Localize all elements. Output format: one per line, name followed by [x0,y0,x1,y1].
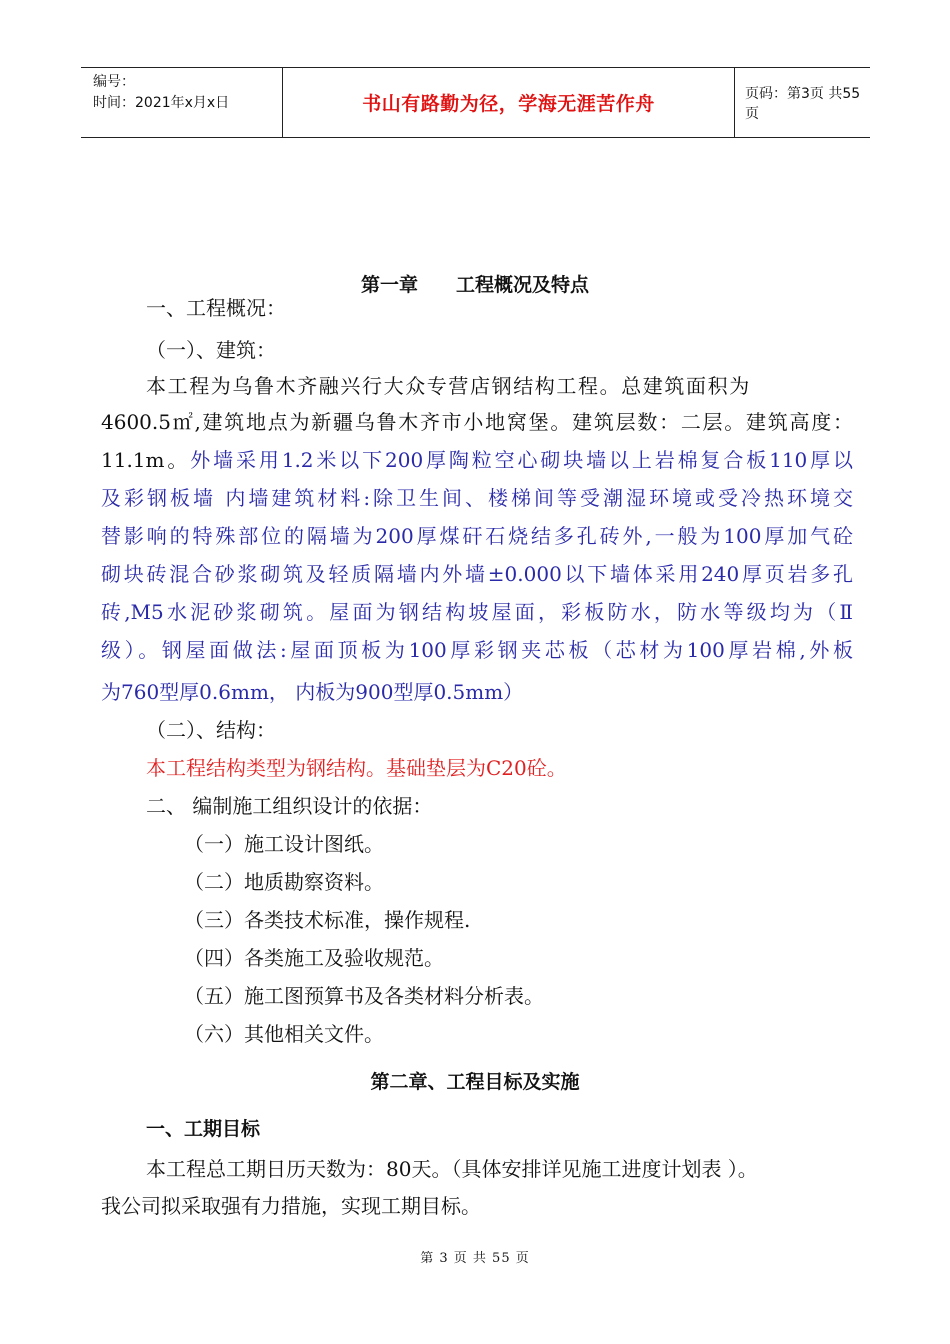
chapter2-title: 第二章、工程目标及实施 [370,1071,580,1093]
paragraph-line-5: 替影响的特殊部位的隔墙为200厚煤矸石烧结多孔砖外,一般为100厚加气砼 [101,524,853,548]
section-overview-heading: 一、工程概况： [146,296,286,320]
time-label: 时间：2021年x月x日 [93,95,230,111]
basis-item: （五）施工图预算书及各类材料分析表。 [184,984,544,1008]
header-motto: 书山有路勤为径，学海无涯苦作舟 [282,68,735,137]
wall-text: 外墙采用1.2米以下200厚陶粒空心砌块墙以上岩棉复合板110厚以 [190,448,854,472]
schedule-goal-heading: 一、工期目标 [146,1118,261,1140]
basis-item: （四）各类施工及验收规范。 [184,946,444,970]
paragraph-line-1: 本工程为乌鲁木齐融兴行大众专营店钢结构工程。总建筑面积为 [146,374,751,398]
basis-item: （三）各类技术标准，操作规程. [184,908,471,932]
height-value: 11.1m。 [101,448,191,472]
paragraph-line-8: 级）。钢屋面做法:屋面顶板为100厚彩钢夹芯板（芯材为100厚岩棉,外板 [101,638,853,662]
structure-paragraph: 本工程结构类型为钢结构。基础垫层为C20砼。 [146,756,567,780]
subsection-architecture: （一）、建筑： [146,338,276,362]
schedule-paragraph-1: 本工程总工期日历天数为：80天。（具体安排详见施工进度计划表 ）。 [146,1157,758,1181]
schedule-paragraph-2: 我公司拟采取强有力措施，实现工期目标。 [101,1194,481,1218]
paragraph-line-7: 砖,M5水泥砂浆砌筑。屋面为钢结构坡屋面，彩板防水，防水等级均为（Ⅱ [101,600,853,624]
header-meta [81,68,282,137]
paragraph-line-6: 砌块砖混合砂浆砌筑及轻质隔墙内外墙±0.000以下墙体采用240厚页岩多孔 [101,562,853,586]
paragraph-line-9: 为760型厚0.6mm， 内板为900型厚0.5mm） [101,680,524,704]
page-header [81,67,870,138]
subsection-structure: （二）、结构： [146,718,276,742]
paragraph-line-3 [101,441,853,479]
page-footer: 第 3 页 共 55 页 [420,1251,530,1266]
header-page-label: 页码：第3页 共55页 [745,85,861,122]
number-label: 编号： [93,74,135,90]
basis-item: （六）其他相关文件。 [184,1022,384,1046]
chapter1-title: 第一章 工程概况及特点 [360,274,589,296]
section-basis-heading: 二、 编制施工组织设计的依据： [146,794,433,818]
paragraph-line-2: 4600.5㎡,建筑地点为新疆乌鲁木齐市小地窝堡。建筑层数：二层。建筑高度： [101,410,853,434]
basis-item: （一）施工设计图纸。 [184,832,384,856]
basis-item: （二）地质勘察资料。 [184,870,384,894]
paragraph-line-4: 及彩钢板墙 内墙建筑材料:除卫生间、楼梯间等受潮湿环境或受冷热环境交 [101,486,853,510]
